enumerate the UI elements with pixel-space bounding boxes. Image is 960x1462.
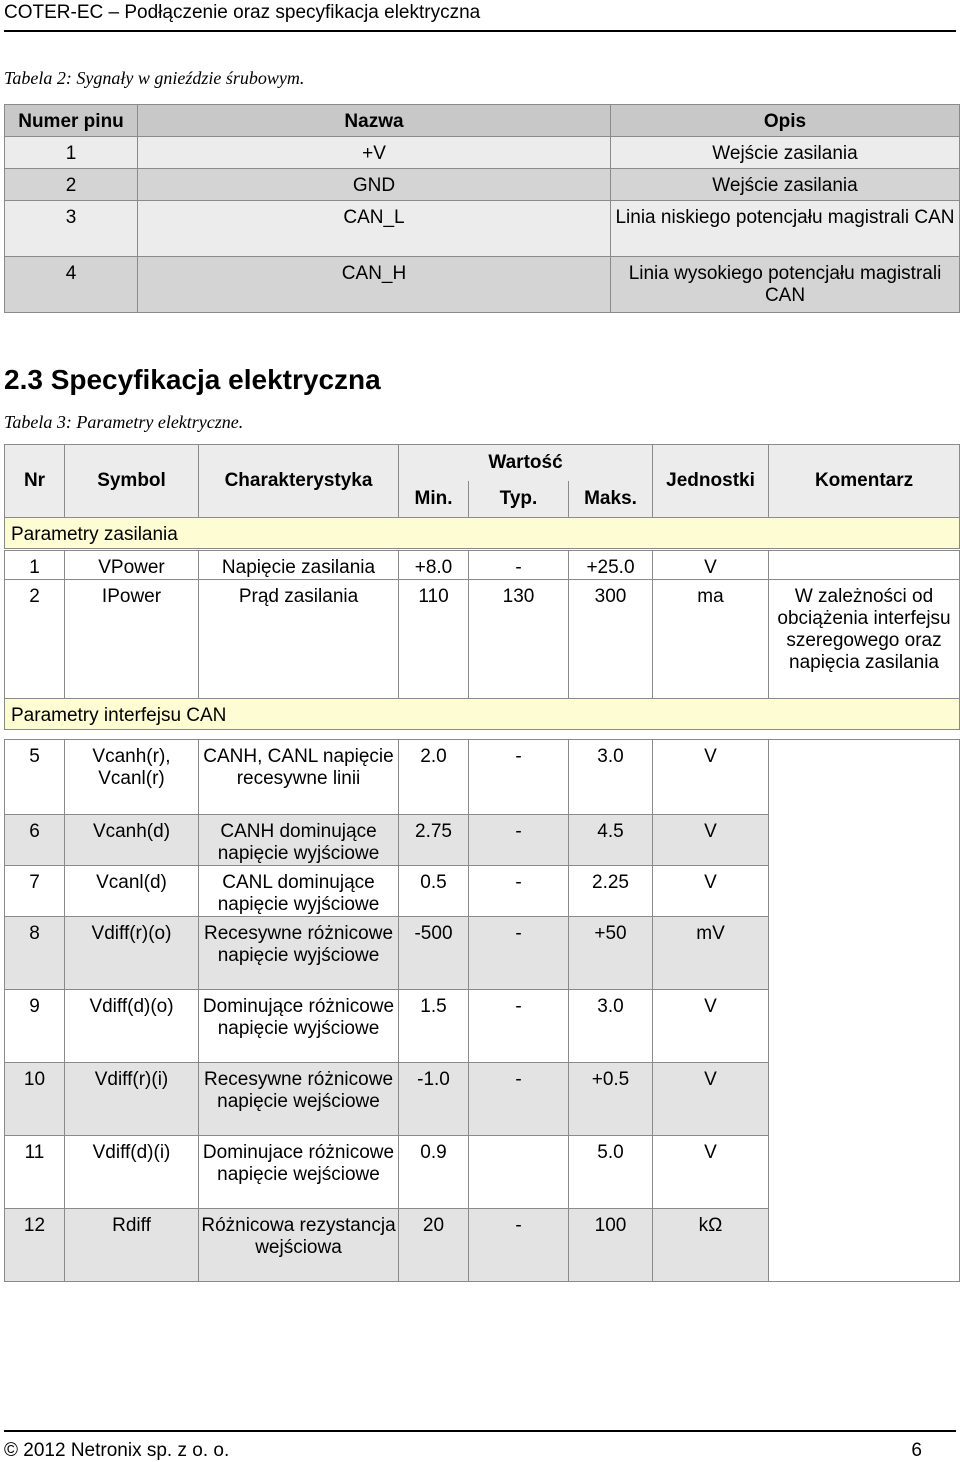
pin-cell: 2 bbox=[5, 169, 138, 201]
symbol-cell: Vcanh(d) bbox=[65, 815, 199, 866]
symbol-cell: Rdiff bbox=[65, 1209, 199, 1282]
header-cell: Numer pinu bbox=[5, 105, 138, 137]
pin-cell: 1 bbox=[5, 137, 138, 169]
nr-cell: 10 bbox=[5, 1063, 65, 1136]
name-cell: CAN_H bbox=[138, 257, 611, 313]
max-cell: 3.0 bbox=[569, 740, 653, 815]
typ-cell: - bbox=[469, 990, 569, 1063]
unit-cell: V bbox=[653, 815, 769, 866]
desc-cell: Wejście zasilania bbox=[611, 137, 960, 169]
typ-cell bbox=[469, 1136, 569, 1209]
desc-cell: Linia wysokiego potencjału magistrali CAN bbox=[611, 257, 960, 313]
header-title: COTER-EC – Podłączenie oraz specyfikacja elektryczna bbox=[4, 2, 481, 23]
char-cell: Recesywne różnicowe napięcie wejściowe bbox=[199, 1063, 399, 1136]
header-unit: Jednostki bbox=[653, 445, 769, 518]
char-cell: Dominujace różnicowe napięcie wejściowe bbox=[199, 1136, 399, 1209]
nr-cell: 5 bbox=[5, 740, 65, 815]
header-cell: Nazwa bbox=[138, 105, 611, 137]
max-cell: 3.0 bbox=[569, 990, 653, 1063]
header-max: Maks. bbox=[569, 481, 653, 518]
char-cell: CANL dominujące napięcie wyjściowe bbox=[199, 866, 399, 917]
char-cell: CANH dominujące napięcie wyjściowe bbox=[199, 815, 399, 866]
name-cell: GND bbox=[138, 169, 611, 201]
table-row bbox=[5, 257, 960, 313]
header-typ: Typ. bbox=[469, 481, 569, 518]
table-header-row bbox=[5, 105, 960, 137]
nr-cell: 7 bbox=[5, 866, 65, 917]
min-cell: 110 bbox=[399, 580, 469, 699]
page-number: 6 bbox=[911, 1440, 922, 1461]
header-cell: Opis bbox=[611, 105, 960, 137]
symbol-cell: Vdiff(d)(i) bbox=[65, 1136, 199, 1209]
unit-cell: V bbox=[653, 866, 769, 917]
char-cell: Napięcie zasilania bbox=[199, 551, 399, 580]
page-footer bbox=[4, 1430, 956, 1462]
unit-cell: V bbox=[653, 1136, 769, 1209]
footer-copyright: © 2012 Netronix sp. z o. o. bbox=[4, 1440, 230, 1461]
min-cell: 1.5 bbox=[399, 990, 469, 1063]
symbol-cell: Vcanl(d) bbox=[65, 866, 199, 917]
group-row bbox=[5, 518, 960, 549]
pin-cell: 4 bbox=[5, 257, 138, 313]
table-row bbox=[5, 740, 960, 815]
nr-cell: 12 bbox=[5, 1209, 65, 1282]
signals-table bbox=[4, 104, 960, 313]
char-cell: CANH, CANL napięcie recesywne linii bbox=[199, 740, 399, 815]
group-label: Parametry interfejsu CAN bbox=[5, 699, 960, 730]
header-symbol: Symbol bbox=[65, 445, 199, 518]
table-header-row bbox=[5, 445, 960, 482]
header-min: Min. bbox=[399, 481, 469, 518]
unit-cell: mV bbox=[653, 917, 769, 990]
unit-cell: V bbox=[653, 551, 769, 580]
table-row bbox=[5, 551, 960, 580]
symbol-cell: Vdiff(r)(i) bbox=[65, 1063, 199, 1136]
min-cell: +8.0 bbox=[399, 551, 469, 580]
table3-caption: Tabela 3: Parametry elektryczne. bbox=[4, 412, 244, 432]
min-cell: 0.5 bbox=[399, 866, 469, 917]
nr-cell: 6 bbox=[5, 815, 65, 866]
table-row bbox=[5, 137, 960, 169]
header-comment: Komentarz bbox=[769, 445, 960, 518]
symbol-cell: Vcanh(r), Vcanl(r) bbox=[65, 740, 199, 815]
header-value: Wartość bbox=[399, 445, 653, 482]
unit-cell: ma bbox=[653, 580, 769, 699]
char-cell: Dominujące różnicowe napięcie wyjściowe bbox=[199, 990, 399, 1063]
symbol-cell: IPower bbox=[65, 580, 199, 699]
group-row bbox=[5, 699, 960, 730]
max-cell: 4.5 bbox=[569, 815, 653, 866]
typ-cell: - bbox=[469, 917, 569, 990]
min-cell: 2.0 bbox=[399, 740, 469, 815]
comment-cell bbox=[769, 740, 960, 1282]
unit-cell: V bbox=[653, 990, 769, 1063]
nr-cell: 9 bbox=[5, 990, 65, 1063]
max-cell: 5.0 bbox=[569, 1136, 653, 1209]
nr-cell: 2 bbox=[5, 580, 65, 699]
name-cell: +V bbox=[138, 137, 611, 169]
group-label: Parametry zasilania bbox=[5, 518, 960, 549]
nr-cell: 8 bbox=[5, 917, 65, 990]
char-cell: Recesywne różnicowe napięcie wyjściowe bbox=[199, 917, 399, 990]
min-cell: 20 bbox=[399, 1209, 469, 1282]
min-cell: 0.9 bbox=[399, 1136, 469, 1209]
table-row bbox=[5, 580, 960, 699]
header-nr: Nr bbox=[5, 445, 65, 518]
unit-cell: V bbox=[653, 740, 769, 815]
header-characteristic: Charakterystyka bbox=[199, 445, 399, 518]
symbol-cell: Vdiff(d)(o) bbox=[65, 990, 199, 1063]
max-cell: +25.0 bbox=[569, 551, 653, 580]
symbol-cell: Vdiff(r)(o) bbox=[65, 917, 199, 990]
pin-cell: 3 bbox=[5, 201, 138, 257]
section-title: 2.3 Specyfikacja elektryczna bbox=[4, 364, 381, 395]
comment-cell: W zależności od obciążenia interfejsu szeregowego oraz napięcia zasilania bbox=[769, 580, 960, 699]
electrical-parameters-body bbox=[4, 550, 960, 730]
unit-cell: V bbox=[653, 1063, 769, 1136]
nr-cell: 1 bbox=[5, 551, 65, 580]
max-cell: +50 bbox=[569, 917, 653, 990]
typ-cell: - bbox=[469, 1063, 569, 1136]
symbol-cell: VPower bbox=[65, 551, 199, 580]
typ-cell: - bbox=[469, 866, 569, 917]
min-cell: 2.75 bbox=[399, 815, 469, 866]
unit-cell: kΩ bbox=[653, 1209, 769, 1282]
typ-cell: - bbox=[469, 551, 569, 580]
max-cell: 100 bbox=[569, 1209, 653, 1282]
min-cell: -500 bbox=[399, 917, 469, 990]
typ-cell: - bbox=[469, 815, 569, 866]
min-cell: -1.0 bbox=[399, 1063, 469, 1136]
table-row bbox=[5, 169, 960, 201]
max-cell: 300 bbox=[569, 580, 653, 699]
table2-caption: Tabela 2: Sygnały w gnieździe śrubowym. bbox=[4, 68, 305, 88]
can-parameters-body bbox=[4, 739, 960, 1282]
char-cell: Prąd zasilania bbox=[199, 580, 399, 699]
char-cell: Różnicowa rezystancja wejściowa bbox=[199, 1209, 399, 1282]
electrical-parameters-table bbox=[4, 444, 960, 549]
typ-cell: - bbox=[469, 740, 569, 815]
comment-cell bbox=[769, 551, 960, 580]
typ-cell: - bbox=[469, 1209, 569, 1282]
max-cell: +0.5 bbox=[569, 1063, 653, 1136]
name-cell: CAN_L bbox=[138, 201, 611, 257]
page-header bbox=[4, 0, 956, 32]
nr-cell: 11 bbox=[5, 1136, 65, 1209]
table-row bbox=[5, 201, 960, 257]
desc-cell: Wejście zasilania bbox=[611, 169, 960, 201]
typ-cell: 130 bbox=[469, 580, 569, 699]
max-cell: 2.25 bbox=[569, 866, 653, 917]
desc-cell: Linia niskiego potencjału magistrali CAN bbox=[611, 201, 960, 257]
